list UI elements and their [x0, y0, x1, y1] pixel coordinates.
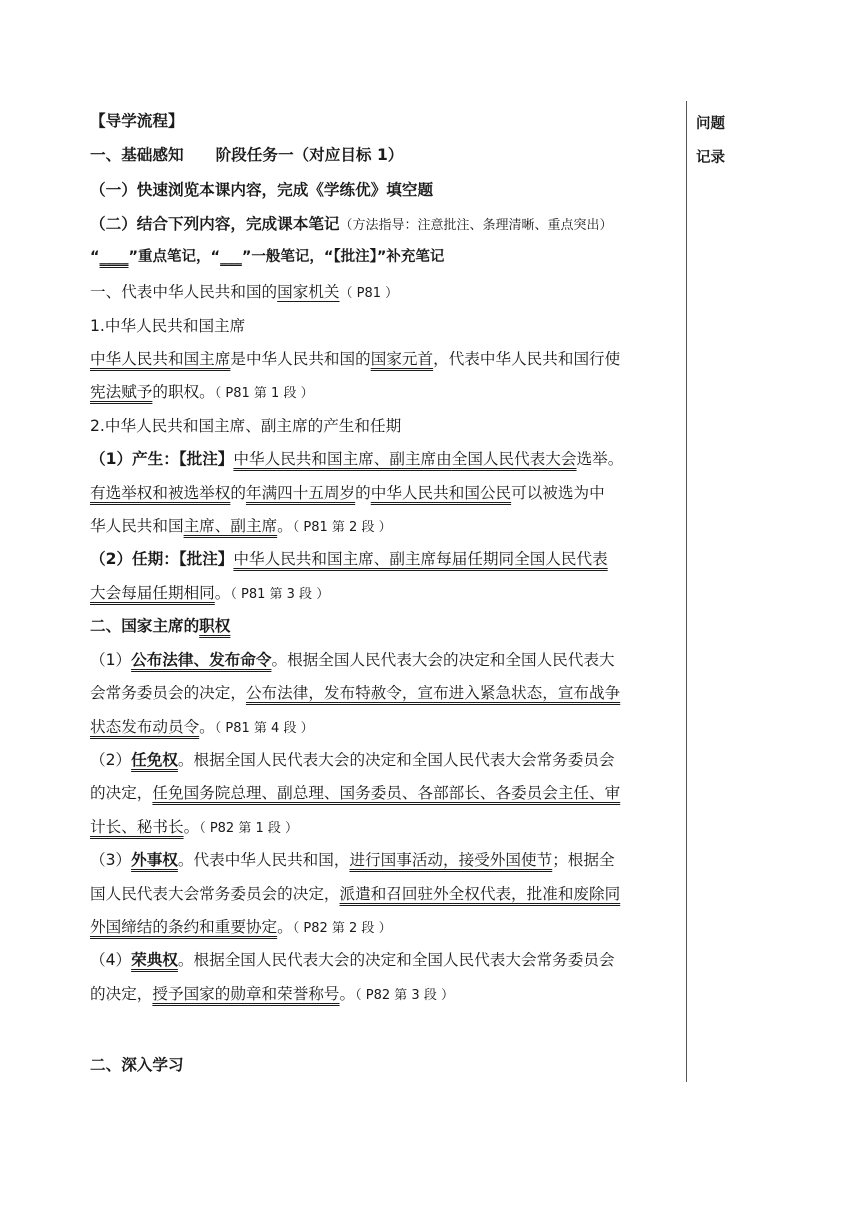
section-basic: 一、基础感知 阶段任务一（对应目标 1）	[90, 146, 404, 164]
power-2-line-3: 计长、秘书长。（ P82 第 1 段 ）	[90, 818, 299, 836]
column-divider	[686, 101, 687, 1082]
doc-title: 【导学流程】	[90, 112, 184, 130]
task-2: （二）结合下列内容，完成课本笔记（方法指导：注意批注、条理清晰、重点突出）	[90, 215, 613, 233]
heading-powers: 二、国家主席的职权	[90, 617, 231, 635]
side-note-line-2: 记录	[696, 150, 725, 166]
power-3-line-2: 国人民代表大会常务委员会的决定，派遣和召回驻外全权代表，批准和废除同	[90, 885, 621, 903]
president-text-2: 宪法赋予的职权。（ P81 第 1 段 ）	[90, 383, 314, 401]
term-line-2: 大会每届任期相同。（ P81 第 3 段 ）	[90, 584, 330, 602]
power-4-line-1: （4）荣典权。根据全国人民代表大会的决定和全国人民代表大会常务委员会	[90, 951, 615, 969]
power-3-line-3: 外国缔结的条约和重要协定。（ P82 第 2 段 ）	[90, 918, 392, 936]
power-4-line-2: 的决定，授予国家的勋章和荣誉称号。（ P82 第 3 段 ）	[90, 985, 454, 1003]
item-president-title: 1.中华人民共和国主席	[90, 317, 246, 335]
produce-line-2: 有选举权和被选举权的年满四十五周岁的中华人民共和国公民可以被选为中	[90, 484, 605, 502]
produce-line-3: 华人民共和国主席、副主席。（ P81 第 2 段 ）	[90, 517, 392, 535]
president-text-1: 中华人民共和国主席是中华人民共和国的国家元首，代表中华人民共和国行使	[90, 350, 621, 368]
heading-organ: 一、代表中华人民共和国的国家机关（ P81 ）	[90, 283, 399, 301]
power-1-line-2: 会常务委员会的决定，公布法律，发布特赦令，宣布进入紧急状态，宣布战争	[90, 684, 621, 702]
term-line-1: （2）任期：【批注】中华人民共和国主席、副主席每届任期同全国人民代表	[90, 550, 608, 568]
section-deep-study: 二、深入学习	[90, 1056, 184, 1074]
notation-legend: “____”重点笔记，“___”一般笔记，“【批注】”补充笔记	[90, 249, 445, 265]
power-1-line-1: （1）公布法律、发布命令。根据全国人民代表大会的决定和全国人民代表大	[90, 651, 615, 669]
side-note-line-1: 问题	[696, 116, 725, 132]
power-2-line-1: （2）任免权。根据全国人民代表大会的决定和全国人民代表大会常务委员会	[90, 751, 615, 769]
produce-line-1: （1）产生：【批注】中华人民共和国主席、副主席由全国人民代表大会选举。	[90, 450, 624, 468]
power-1-line-3: 状态发布动员令。（ P81 第 4 段 ）	[90, 718, 314, 736]
power-3-line-1: （3）外事权。代表中华人民共和国，进行国事活动，接受外国使节；根据全	[90, 851, 615, 869]
power-2-line-2: 的决定，任免国务院总理、副总理、国务委员、各部部长、各委员会主任、审	[90, 784, 621, 802]
item-term-title: 2.中华人民共和国主席、副主席的产生和任期	[90, 417, 402, 435]
task-1: （一）快速浏览本课内容，完成《学练优》填空题	[90, 181, 434, 199]
